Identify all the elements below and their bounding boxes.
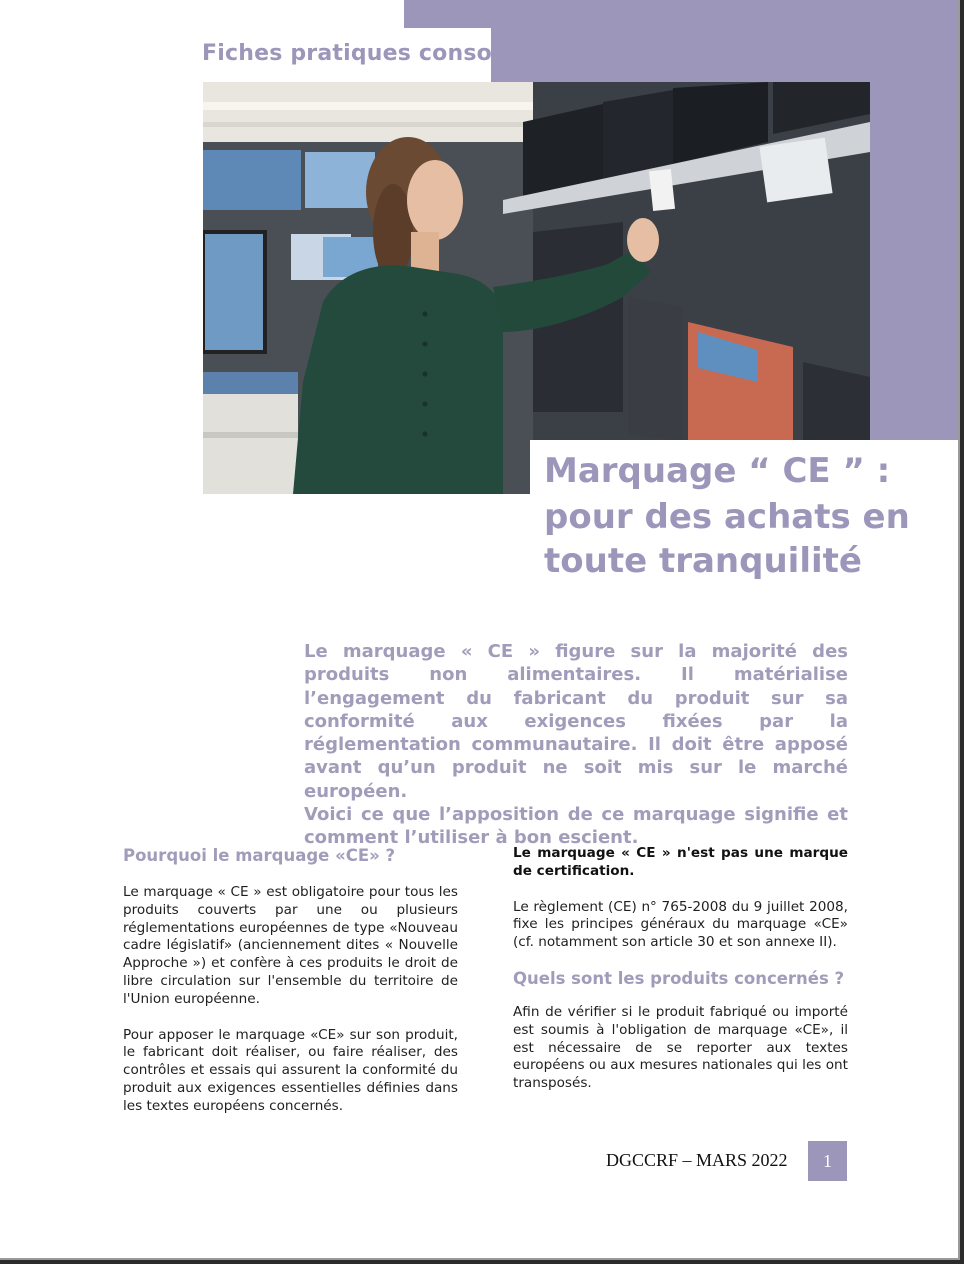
intro-paragraph-2: Voici ce que l’apposition de ce marquage signifie et comment l’utiliser à bon escient. [304, 804, 848, 849]
footer-text: DGCCRF – MARS 2022 [606, 1150, 788, 1170]
title-line-2: pour des achats en [544, 497, 910, 537]
right-column-paragraph-2: Afin de vérifier si le produit fabriqué ou importé est soumis à l'obligation de marquage «CE», il est nécessaire de se reporter aux textes européens ou aux mesures nationales qui les ont transposés. [513, 1003, 848, 1092]
left-column-paragraph-1: Le marquage « CE » est obligatoire pour tous les produits couverts par une ou plusieurs réglementations européennes de type «Nouveau cadre législatif» (anciennement dites « Nouvelle Approche ») et confère à ces produits le droit de libre circulation sur l'ensemble du territoire de l'Union européenne. [123, 884, 458, 1007]
left-column-paragraph-2: Pour apposer le marquage «CE» sur son produit, le fabricant doit réaliser, ou faire réaliser, des contrôles et essais qui assurent la conformité du produit aux exigences essentielles définies dans les textes européens concernés. [123, 1026, 458, 1114]
certification-statement: Le marquage « CE » n'est pas une marque de certification. [513, 845, 848, 879]
title-line-3: toute tranquilité [544, 541, 862, 581]
title-line-1: Marquage “ CE ” : [544, 451, 891, 491]
right-column-paragraph-1: Le règlement (CE) n° 765-2008 du 9 juillet 2008, fixe les principes généraux du marquage «CE» (cf. notamment son article 30 et son annexe II). [513, 898, 848, 951]
left-column-heading: Pourquoi le marquage «CE» ? [123, 846, 396, 865]
intro-paragraph-1: Le marquage « CE » figure sur la majorité des produits non alimentaires. Il matérialise l’engagement du fabricant du produit sur sa conformité aux exigences fixées par la réglementation communautaire. Il doit être apposé avant qu’un produit ne soit mis sur le marché européen. [304, 641, 848, 802]
photo-woman-electronics-store-icon [203, 82, 870, 494]
intro-text [304, 640, 848, 850]
series-label: Fiches pratiques conso [202, 41, 492, 66]
right-column-heading: Quels sont les produits concernés ? [513, 968, 845, 988]
right-column [513, 845, 848, 1093]
left-column [123, 845, 458, 1116]
page-number: 1 [808, 1141, 847, 1181]
cover-photo [203, 82, 870, 494]
